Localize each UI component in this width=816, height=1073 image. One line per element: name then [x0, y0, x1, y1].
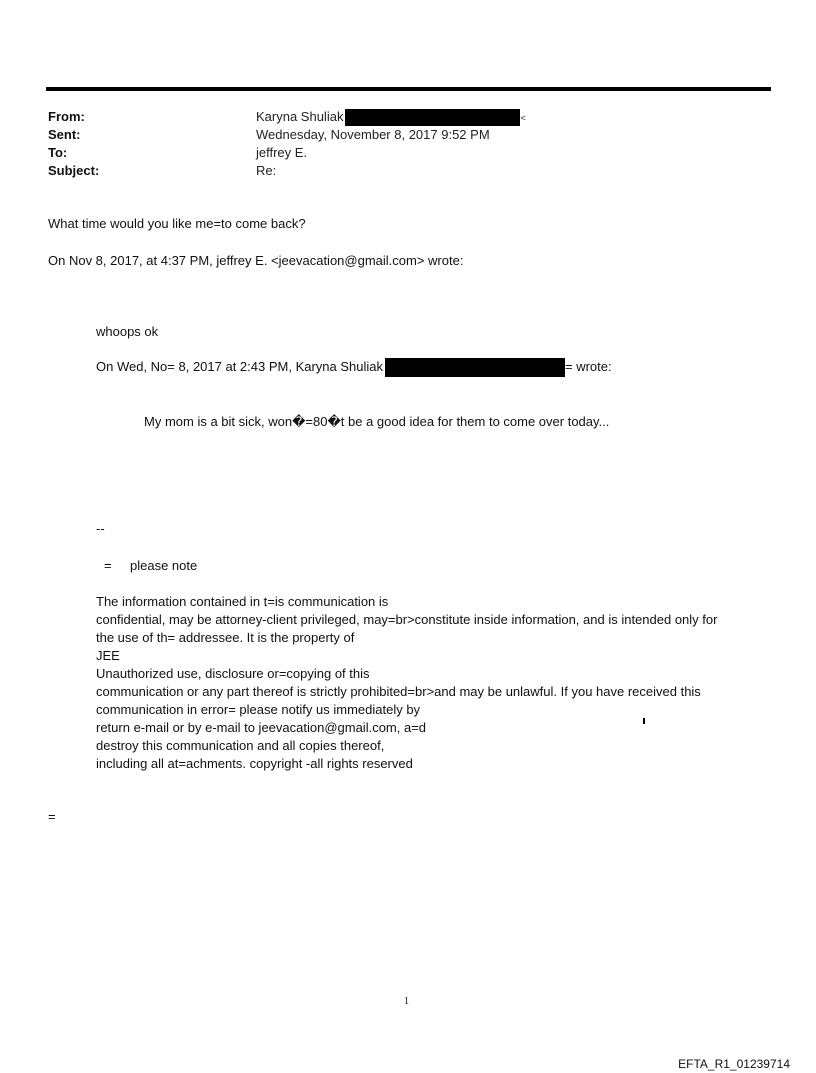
- nested-attribution-prefix: On Wed, No= 8, 2017 at 2:43 PM, Karyna Shuliak: [96, 359, 384, 374]
- disclaimer-line: The information contained in t=is communication is: [96, 594, 389, 609]
- disclaimer-line: JEE: [96, 648, 120, 663]
- reply-line: What time would you like me=to come back?: [48, 216, 306, 231]
- disclaimer-block: [96, 593, 717, 773]
- from-tail: <: [520, 113, 526, 123]
- original-message: My mom is a bit sick, won�=80�t be a good idea for them to come over today...: [144, 414, 610, 429]
- disclaimer-line: return e-mail or by e-mail to jeevacation@gmail.com, a=d: [96, 720, 427, 735]
- disclaimer-line: destroy this communication and all copies thereof,: [96, 738, 385, 753]
- nested-attribution-suffix: = wrote:: [565, 359, 612, 374]
- disclaimer-line: the use of th= addressee. It is the property of: [96, 630, 355, 645]
- bates-number: EFTA_R1_01239714: [678, 1057, 790, 1071]
- subject-label: Subject:: [48, 163, 100, 178]
- disclaimer-line: confidential, may be attorney-client privileged, may=br>constitute inside information, and is intended only for: [96, 612, 718, 627]
- nested-attribution: [96, 358, 612, 377]
- note-heading: please note: [130, 558, 198, 573]
- disclaimer-line: communication or any part thereof is strictly prohibited=br>and may be unlawful. If you have received this: [96, 684, 701, 699]
- from-name: Karyna Shuliak: [256, 109, 344, 124]
- disclaimer-line: including all at=achments. copyright -all rights reserved: [96, 756, 413, 771]
- sent-label: Sent:: [48, 127, 81, 142]
- quote-attribution: On Nov 8, 2017, at 4:37 PM, jeffrey E. <jeevacation@gmail.com> wrote:: [48, 253, 464, 268]
- to-value: jeffrey E.: [256, 145, 308, 160]
- disclaimer-line: Unauthorized use, disclosure or=copying of this: [96, 666, 370, 681]
- disclaimer-line: communication in error= please notify us immediately by: [96, 702, 421, 717]
- stray-mark: [643, 718, 645, 724]
- header-rule: [46, 87, 771, 91]
- from-value: [256, 108, 526, 127]
- trailing-marker: =: [48, 809, 56, 824]
- page-number: 1: [404, 996, 409, 1007]
- signature-separator: --: [96, 521, 105, 536]
- subject-value: Re:: [256, 163, 277, 178]
- redaction-block: [385, 358, 565, 377]
- redaction-block: [345, 109, 520, 126]
- sent-value: Wednesday, November 8, 2017 9:52 PM: [256, 127, 490, 142]
- to-label: To:: [48, 145, 68, 160]
- quoted-reply: whoops ok: [96, 324, 159, 339]
- from-label: From:: [48, 109, 85, 124]
- note-marker: =: [104, 558, 112, 573]
